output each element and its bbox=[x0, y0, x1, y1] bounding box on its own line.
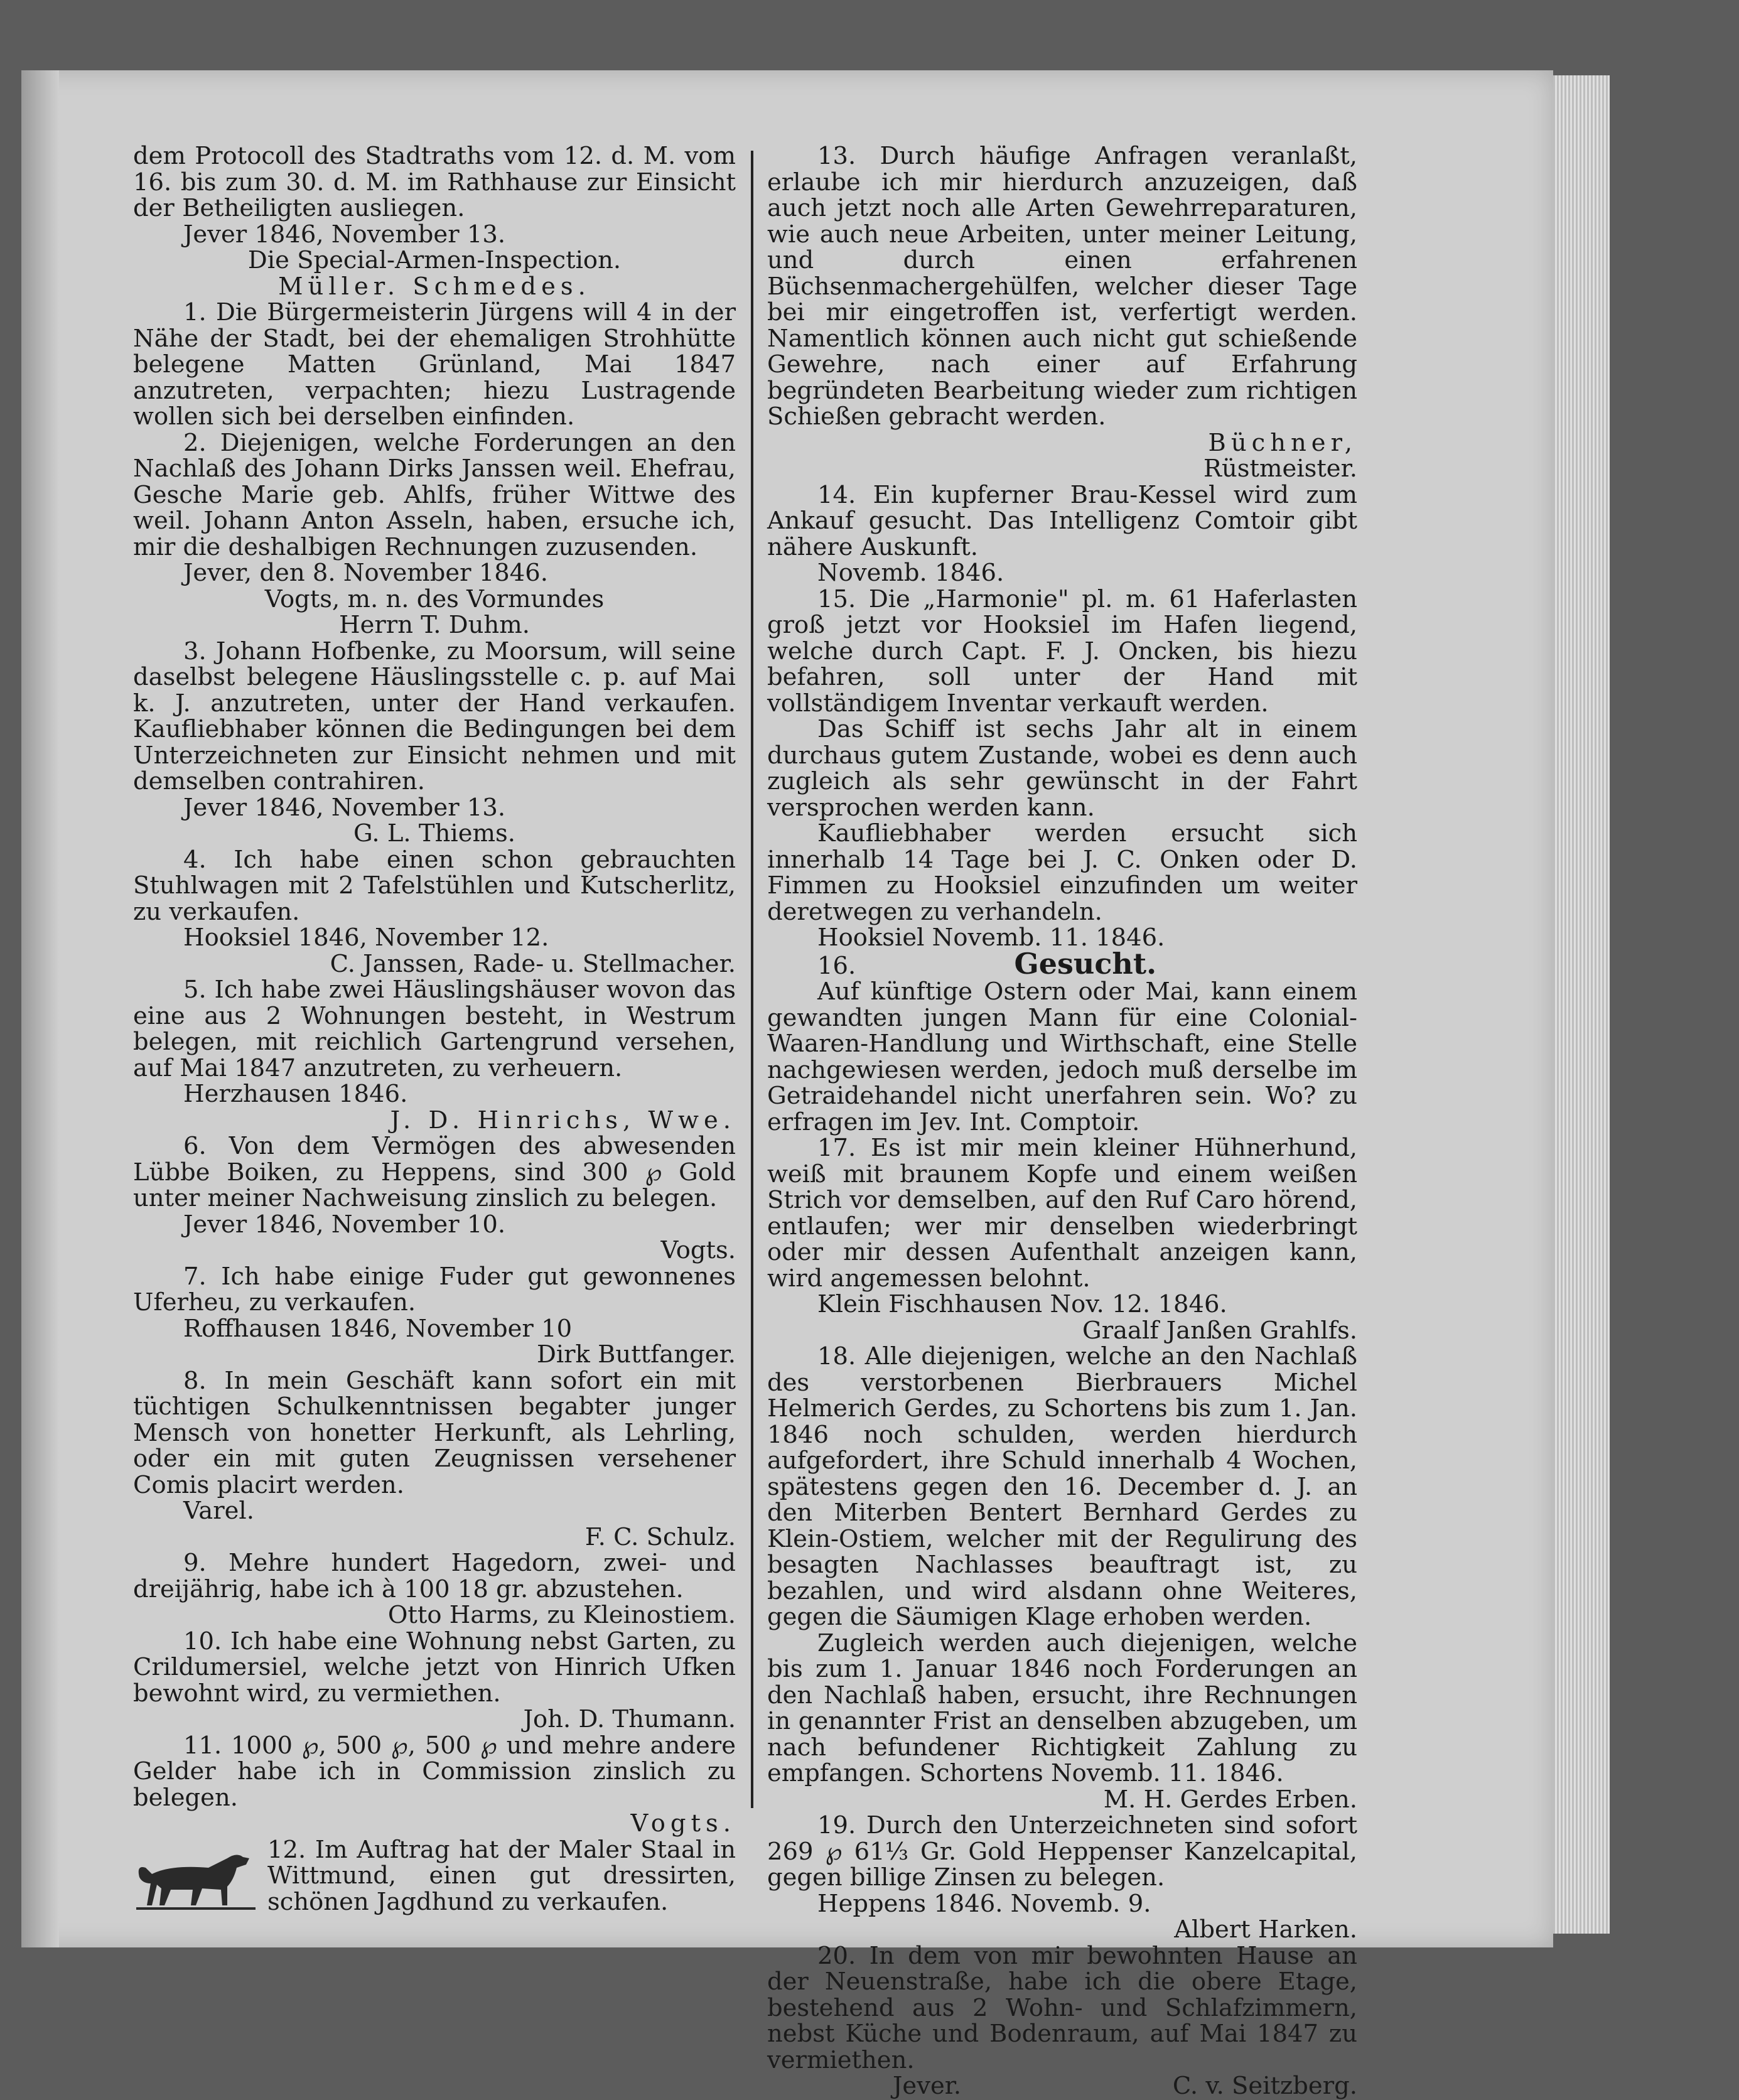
notice-17: 17. Es ist mir mein kleiner Hühnerhund, weiß mit braunem Kopfe und einem weißen Strich vor demselben, auf den Ruf Caro hörend, entlaufen; wer mir denselben wiederbringt oder mir dessen Aufenthalt anzeigen kann, wird angemessen belohnt. bbox=[767, 1134, 1357, 1293]
notice-signature: C. v. Seitzberg. bbox=[1172, 2072, 1357, 2100]
notice-20: 20. In dem von mir bewohnten Hause an der Neuenstraße, habe ich die obere Etage, bestehend aus 2 Wohn- und Schlafzimmern, nebst Küche und Bodenraum, auf Mai 1847 zu vermiethen. bbox=[767, 1941, 1357, 2074]
notice-20-footer bbox=[767, 2073, 1357, 2099]
notice-signature: F. C. Schulz. bbox=[584, 1522, 736, 1551]
notice-11: 11. 1000 ℘, 500 ℘, 500 ℘ und mehre andere Gelder habe ich in Commission zinslich zu belegen. bbox=[133, 1731, 736, 1812]
notice-signature: Joh. D. Thumann. bbox=[523, 1705, 736, 1733]
notice-2: 2. Diejenigen, welche Forderungen an den Nachlaß des Johann Dirks Janssen weil. Ehefrau, Gesche Marie geb. Ahlfs, früher Wittwe des weil. Johann Anton Asseln, haben, ersuche ich, mir die deshalbigen Rechnungen zuzusenden. bbox=[133, 428, 736, 561]
page-gutter-shadow bbox=[21, 70, 59, 1947]
notice-signature: Die Special-Armen-Inspection. bbox=[247, 246, 622, 274]
notice-signature: G. L. Thiems. bbox=[353, 819, 515, 848]
notice-signature: Albert Harken. bbox=[1174, 1915, 1357, 1944]
left-column bbox=[133, 143, 736, 1915]
notice-date: Novemb. 1846. bbox=[817, 559, 1004, 587]
notice-16-header bbox=[767, 946, 1357, 981]
notice-signature: Graalf Janßen Grahlfs. bbox=[1082, 1316, 1357, 1345]
notice-14: 14. Ein kupferner Brau-Kessel wird zum Ankauf gesucht. Das Intelligenz Comtoir gibt nähere Auskunft. bbox=[767, 480, 1357, 561]
notice-19: 19. Durch den Unterzeichneten sind sofort 269 ℘ 61⅓ Gr. Gold Heppenser Kanzelcapital, gegen billige Zinsen zu belegen. bbox=[767, 1811, 1357, 1892]
notice-date: Jever 1846, November 13. bbox=[183, 793, 506, 822]
notice-15: 15. Die „Harmonie" pl. m. 61 Haferlasten groß jetzt vor Hooksiel im Hafen liegend, welche durch Capt. F. J. Oncken, bis hiezu befahren, soll unter der Hand mit vollständigem Inventar verkauft werden. bbox=[767, 584, 1357, 718]
notice-date: Jever. bbox=[893, 2072, 962, 2100]
notice-signature: Vogts, m. n. des Vormundes bbox=[264, 584, 605, 613]
notice-4: 4. Ich habe einen schon gebrauchten Stuhlwagen mit 2 Tafelstühlen und Kutscherlitz, zu verkaufen. bbox=[133, 845, 736, 926]
book-page-edges bbox=[1553, 75, 1610, 1934]
notice-number: 16. bbox=[817, 951, 856, 980]
notice-signature: M. H. Gerdes Erben. bbox=[1103, 1785, 1357, 1814]
right-column bbox=[767, 143, 1357, 2099]
notice-5: 5. Ich habe zwei Häuslingshäuser wovon das eine aus 2 Wohnungen besteht, in Westrum belegen, mit reichlich Gartengrund versehen, auf Mai 1847 anzutreten, zu verheuern. bbox=[133, 976, 736, 1082]
notice-15-continued: Das Schiff ist sechs Jahr alt in einem durchaus gutem Zustande, wobei es denn auch zugleich als sehr gewünscht in der Fahrt versprochen werden kann. bbox=[767, 715, 1357, 822]
notice-18: 18. Alle diejenigen, welche an den Nachlaß des verstorbenen Bierbrauers Michel Helmerich Gerdes, zu Schortens bis zum 1. Jan. 1846 noch schulden, werden hierdurch aufgefordert, ihre Schuld innerhalb 4 Wochen, spätestens gegen den 16. December d. J. an den Miterben Bentert Bernhard Gerdes zu Klein-Ostiem, welcher mit der Regulirung des besagten Nachlasses beauftragt ist, zu bezahlen, und wird alsdann ohne Weiteres, gegen die Säumigen Klage erhoben werden. bbox=[767, 1342, 1357, 1631]
notice-date: Heppens 1846. Novemb. 9. bbox=[817, 1889, 1151, 1918]
notice-signature: Herrn T. Duhm. bbox=[339, 611, 530, 639]
notice-1: 1. Die Bürgermeisterin Jürgens will 4 in der Nähe der Stadt, bei der ehemaligen Strohhütte belegene Matten Grünland, Mai 1847 anzutreten, verpachten; hiezu Lustragende wollen sich bei derselben einfinden. bbox=[133, 298, 736, 431]
notice-signature: C. Janssen, Rade- u. Stellmacher. bbox=[330, 949, 736, 978]
notice-signature: Büchner, bbox=[1208, 428, 1357, 457]
notice-10: 10. Ich habe eine Wohnung nebst Garten, zu Crildumersiel, welche jetzt von Hinrich Ufken bewohnt wird, zu vermiethen. bbox=[133, 1627, 736, 1708]
notice-date: Klein Fischhausen Nov. 12. 1846. bbox=[817, 1290, 1227, 1318]
notice-signature: Rüstmeister. bbox=[1203, 455, 1357, 483]
notice-7: 7. Ich habe einige Fuder gut gewonnenes Uferheu, zu verkaufen. bbox=[133, 1262, 736, 1317]
notice-signature: Müller. Schmedes. bbox=[278, 272, 591, 301]
notice-9: 9. Mehre hundert Hagedorn, zwei- und dreijährig, habe ich à 100 18 gr. abzustehen. bbox=[133, 1549, 736, 1603]
notice-date: Herzhausen 1846. bbox=[183, 1080, 408, 1108]
notice-text: dem Protocoll des Stadtraths vom 12. d. M. vom 16. bis zum 30. d. M. im Rathhause zur Einsicht der Betheiligten ausliegen. bbox=[133, 142, 736, 222]
notice-heading: Gesucht. bbox=[1014, 946, 1157, 981]
notice-signature: J. D. Hinrichs, Wwe. bbox=[390, 1106, 736, 1134]
notice-date: Jever, den 8. November 1846. bbox=[183, 559, 549, 587]
notice-date: Hooksiel 1846, November 12. bbox=[183, 923, 549, 952]
notice-date: Roffhausen 1846, November 10 bbox=[183, 1314, 573, 1343]
notice-signature: Vogts. bbox=[660, 1236, 736, 1264]
notice-signature: Vogts. bbox=[630, 1809, 736, 1838]
notice-date: Jever 1846, November 10. bbox=[183, 1210, 506, 1239]
notice-3: 3. Johann Hofbenke, zu Moorsum, will seine daselbst belegene Häuslingsstelle c. p. auf Mai k. J. anzutreten, unter der Hand verkaufen. Kaufliebhaber können die Bedingungen bei dem Unterzeichneten zur Einsicht nehmen und mit demselben contrahiren. bbox=[133, 637, 736, 795]
column-divider bbox=[751, 151, 753, 1808]
notice-16: Auf künftige Ostern oder Mai, kann einem gewandten jungen Mann für eine Colonial-Waaren-Handlung und Wirthschaft, eine Stelle nachgewiesen werden, jedoch muß derselbe im Getraidehandel nicht unerfahren sein. Wo? zu erfragen im Jev. Int. Comptoir. bbox=[767, 977, 1357, 1136]
notice-date: Varel. bbox=[183, 1497, 254, 1525]
notice-signature: Otto Harms, zu Kleinostiem. bbox=[387, 1601, 736, 1629]
notice-date: Hooksiel Novemb. 11. 1846. bbox=[817, 923, 1165, 952]
notice-15-continued: Kaufliebhaber werden ersucht sich innerhalb 14 Tage bei J. C. Onken oder D. Fimmen zu Hooksiel einzufinden um weiter deretwegen zu verhandeln. bbox=[767, 819, 1357, 926]
notice-18-continued: Zugleich werden auch diejenigen, welche bis zum 1. Januar 1846 noch Forderungen an den Nachlaß haben, ersucht, ihre Rechnungen in genannter Frist an denselben abzugeben, um nach befundener Richtigkeit Zahlung zu empfangen. Schortens Novemb. 11. 1846. bbox=[767, 1629, 1357, 1787]
notice-8: 8. In mein Geschäft kann sofort ein mit tüchtigen Schulkenntnissen begabter junger Mensch von honetter Herkunft, als Lehrling, oder ein mit guten Zeugnissen versehener Comis placirt werden. bbox=[133, 1366, 736, 1499]
notice-date: Jever 1846, November 13. bbox=[183, 220, 506, 249]
hunting-dog-illustration bbox=[133, 1839, 259, 1915]
notice-12-text: 12. Im Auftrag hat der Maler Staal in Wittmund, einen gut dressirten, schönen Jagdhund zu verkaufen. bbox=[267, 1835, 736, 1916]
notice-12 bbox=[133, 1837, 736, 1915]
notice-13: 13. Durch häufige Anfragen veranlaßt, erlaube ich mir hierdurch anzuzeigen, daß auch jetzt noch alle Arten Gewehrreparaturen, wie auch neue Arbeiten, unter meiner Leitung, und durch einen erfahrenen Büchsenmachergehülfen, welcher dieser Tage bei mir eingetroffen ist, verfertigt werden. Namentlich können auch nicht gut schießende Gewehre, nach einer auf Erfahrung begründeten Bearbeitung wieder zum richtigen Schießen gebracht werden. bbox=[767, 142, 1357, 431]
notice-6: 6. Von dem Vermögen des abwesenden Lübbe Boiken, zu Heppens, sind 300 ℘ Gold unter meiner Nachweisung zinslich zu belegen. bbox=[133, 1132, 736, 1212]
notice-signature: Dirk Buttfanger. bbox=[536, 1340, 736, 1369]
